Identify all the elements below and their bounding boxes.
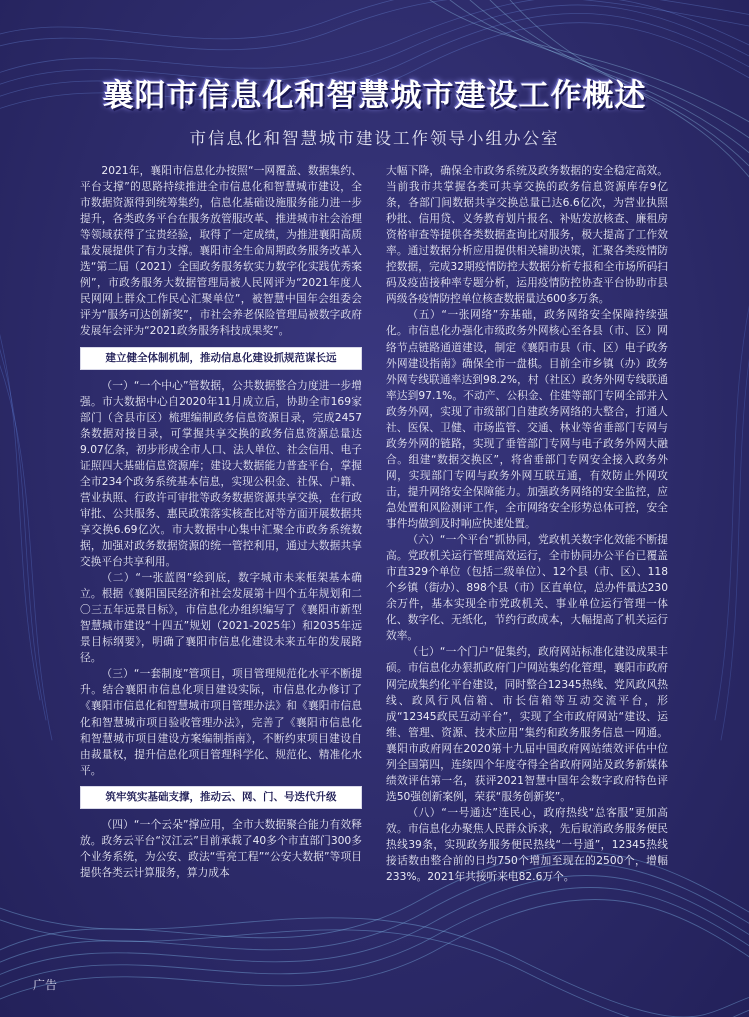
item-4-continued-paragraph: 大幅下降，确保全市政务系统及政务数据的安全稳定高效。当前我市共掌握各类可共享交换的政务信息资源库存9亿条，各部门间数据共享交换总量已达6.6亿次，为营业执照秒批、信用贷、义务教育划片报名、补贴发放核查、廉租房资格审查等提供各类数据查询比对服务，极大提高了工作效率。通过数据分析应用提供相关辅助决策，汇聚各类疫情防控数据，完成32期疫情防控大数据分析专报和全市场所码扫码及疫苗接种率专题分析，运用疫情防控协查平台协助市县两级各疫情防控单位核查数据量达600多万条。: [386, 164, 668, 306]
left-column: [80, 163, 362, 881]
item-3-paragraph: （三）“一套制度”管项目，项目管理规范化水平不断提升。结合襄阳市信息化项目建设实际，市信息化办修订了《襄阳市信息化和智慧城市项目管理办法》和《襄阳市信息化和智慧城市项目验收管理办法》，完善了《襄阳市信息化和智慧城市项目建设方案编制指南》，不断约束项目建设自由裁量权，提升信息化项目管理科学化、规范化、精准化水平。: [80, 667, 362, 777]
item-7-paragraph: （七）“一个门户”促集约，政府网站标准化建设成果丰硕。市信息化办狠抓政府门户网站集约化管理，襄阳市政府网完成集约化平台建设，同时整合12345热线、党风政风热线、政风行风信箱、市长信箱等互动交流平台，形成“12345政民互动平台”，实现了全市政府网站“建设、运维、管理、资源、技术应用”集约和政务服务信息一网通。襄阳市政府网在2020第十九届中国政府网站绩效评估中位列全国第四，连续四个年度夺得全省政府网站及政务新媒体绩效评估第一名，获评2021智慧中国年会数字政府特色评选50强创新案例，荣获“服务创新奖”。: [386, 645, 668, 803]
item-1-paragraph: （一）“一个中心”管数据，公共数据整合力度进一步增强。市大数据中心自2020年11月成立后，协助全市169家部门（含县市区）梳理编制政务信息资源目录，完成2457条数据对接目录，可掌握共享交换的政务信息资源总量达9.07亿条，初步形成全市人口、法人单位、社会信用、电子证照四大基础信息资源库；建设大数据能力普查平台，掌握全市234个政务系统基本信息，实现公积金、社保、户籍、营业执照、行政许可审批等政务数据资源共享交换，在行政审批、公共服务、惠民政策落实核查比对等方面开展数据共享交换6.69亿次。市大数据中心集中汇聚全市政务系统数据，加强对政务数据资源的统一管控利用，通过大数据共享交换平台共享利用。: [80, 378, 362, 569]
item-8-paragraph: （八）“一号通达”连民心，政府热线“总客服”更加高效。市信息化办聚焦人民群众诉求，先后取消政务服务便民热线39条，实现政务服务便民热线“一号通”，12345热线接话数由整合前的日均750个增加至现在的2500个，增幅233%。2021年共接听来电82.6万个。: [386, 805, 668, 884]
item-4-paragraph: （四）“一个云朵”撑应用，全市大数据聚合能力有效释放。政务云平台“汉江云”目前承载了40多个市直部门300多个业务系统，为公安、政法“雪亮工程”“公安大数据”等项目提供各类云计算服务，算力成本: [80, 817, 362, 879]
wave-right-side: [715, 260, 749, 740]
page-title: 襄阳市信息化和智慧城市建设工作概述: [102, 78, 647, 114]
ad-label: 广告: [33, 978, 58, 992]
wave-left-side: [0, 300, 52, 740]
section-heading-1: 建立健全体制机制，推动信息化建设抓规范谋长远: [80, 347, 362, 370]
item-2-paragraph: （二）“一张蓝图”绘到底，数字城市未来框架基本确立。根据《襄阳国民经济和社会发展第十四个五年规划和二〇三五年远景目标》，市信息化办组织编写了《襄阳市新型智慧城市建设“十四五”规划（2021-2025年）和2035年远景目标纲要》，明确了襄阳市信息化建设未来五年的发展路径。: [80, 571, 362, 665]
item-5-paragraph: （五）“一张网络”夯基础，政务网络安全保障持续强化。市信息化办强化市级政务外网核心至各县（市、区）网络节点链路通道建设，制定《襄阳市县（市、区）电子政务外网建设指南》确保全市一盘棋。目前全市乡镇（办）政务外网专线联通率达到98.2%，村（社区）政务外网专线联通率达到97.1%。不动产、公积金、住建等部门专网全部并入政务外网，实现了市级部门自建政务网络的大整合，打通人社、医保、卫健、市场监管、交通、林业等省垂部门专网与政务外网的链路，实现了垂管部门专网与电子政务外网大融合。组建“数据交换区”，将省垂部门专网安全接入政务外网，实现部门专网与政务外网互联互通，有效防止外网攻击，提升网络安全保障能力。加强政务网络的安全监控，应急处置和风险测评工作，全市网络安全形势总体可控，安全事件均做到及时响应快速处置。: [386, 308, 668, 531]
item-6-paragraph: （六）“一个平台”抓协同，党政机关数字化效能不断提高。党政机关运行管理高效运行，全市协同办公平台已覆盖市直329个单位（包括二级单位）、12个县（市、区）、118个乡镇（街办）、898个县（市）区直单位，总办件量达230余万件，基本实现全市党政机关、事业单位运行管理一体化、数字化、无纸化，节约行政成本，大幅提高了机关运行效率。: [386, 533, 668, 643]
section-heading-2: 筑牢筑实基础支撑，推动云、网、门、号迭代升级: [80, 786, 362, 809]
intro-paragraph: 2021年，襄阳市信息化办按照“一网覆盖、数据集约、平台支撑”的思路持续推进全市信息化和智慧城市建设，全市数据资源得到统筹集约，信息化基础设施服务能力进一步提升，各类政务平台在服务放管服改革、推进城市社会治理等领域获得了宝贵经验，取得了一定成绩，为推进襄阳高质量发展提供了有力支撑。襄阳市全生命周期政务服务改革入选“第二届（2021）全国政务服务软实力数字化实践优秀案例”，市政务服务大数据管理局被人民网评为“2021年度人民网网上群众工作民心汇聚单位”，被智慧中国年会组委会评为“服务可达创新奖”，市社会养老保险管理局被数字政府发展年会评为“2021政务服务科技成果奖”。: [80, 164, 362, 338]
page-subtitle: 市信息化和智慧城市建设工作领导小组办公室: [189, 129, 560, 148]
right-column: [386, 163, 668, 885]
